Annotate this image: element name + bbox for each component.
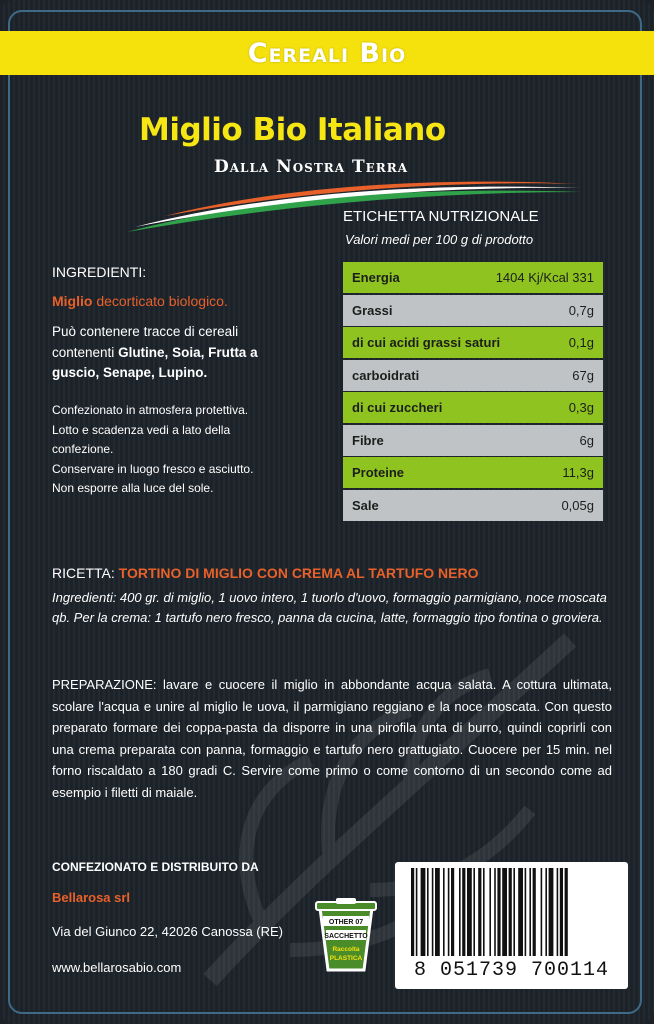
nutrition-value: 0,3g bbox=[568, 400, 594, 415]
barcode-bar bbox=[443, 868, 445, 956]
nutrition-row bbox=[343, 360, 603, 391]
barcode-bar bbox=[518, 868, 523, 956]
allergen-notice bbox=[52, 322, 292, 384]
barcode-bar bbox=[411, 868, 414, 956]
barcode-bar bbox=[502, 868, 507, 956]
category-title: Cereali Bio bbox=[247, 37, 407, 69]
prep-text: lavare e cuocere il miglio in abbondante acqua salata. A cottura ultimata, scolare l'acqua e unire al miglio le uova, il parmigiano reggiano e la noce moscata. Con questo preparato formare dei coppa-pasta da disporre in una pirofila unta di burro, quindi coprirli con una crema preparata con panna, formaggio e tartufo nero grattugiato. Cuocere per 15 min. nel forno riscaldato a 180 gradi C. Servire come primo o come contorno di un secondo come ad esempio i filetti di maiale. bbox=[52, 677, 612, 800]
barcode-bar bbox=[525, 868, 527, 956]
nutrition-label: Fibre bbox=[352, 432, 384, 448]
barcode-bar bbox=[557, 868, 559, 956]
barcode-bar bbox=[416, 868, 418, 956]
ingredient-description: decorticato biologico. bbox=[92, 293, 228, 309]
nutrition-value: 0,7g bbox=[568, 302, 594, 318]
nutrition-value: 6g bbox=[579, 432, 594, 448]
nutrition-label: di cui zuccheri bbox=[352, 400, 443, 415]
nutrition-label: Sale bbox=[352, 497, 379, 513]
barcode-bar bbox=[549, 868, 554, 956]
barcode-bar bbox=[421, 868, 426, 956]
nutrition-row bbox=[343, 425, 603, 456]
nutrition-label: Energia bbox=[352, 270, 400, 285]
barcode bbox=[395, 862, 628, 989]
category-band bbox=[0, 31, 654, 75]
nutrition-value: 0,05g bbox=[561, 497, 594, 513]
nutrition-row bbox=[343, 262, 603, 293]
barcode-bar bbox=[467, 868, 472, 956]
nutrition-row bbox=[343, 490, 603, 521]
barcode-bars bbox=[395, 862, 628, 962]
allergen-intro: Può contenere tracce di cereali contenenti bbox=[52, 324, 239, 360]
barcode-bar bbox=[483, 868, 485, 956]
barcode-bar bbox=[509, 868, 512, 956]
ingredients-main bbox=[52, 293, 228, 309]
nutrition-heading: ETICHETTA NUTRIZIONALE bbox=[343, 208, 539, 225]
barcode-bar bbox=[494, 868, 496, 956]
recycle-item: SACCHETTO bbox=[324, 933, 368, 940]
producer-website[interactable]: www.bellarosabio.com bbox=[52, 960, 182, 975]
barcode-bar bbox=[545, 868, 547, 956]
nutrition-value: 11,3g bbox=[562, 465, 594, 480]
nutrition-row bbox=[343, 457, 603, 488]
note-line: Lotto e scadenza vedi a lato della confezione. bbox=[52, 422, 231, 456]
recipe-title: TORTINO DI MIGLIO CON CREMA AL TARTUFO NERO bbox=[118, 565, 479, 581]
barcode-number: 8 051739 700114 bbox=[413, 959, 610, 982]
nutrition-subheading: Valori medi per 100 g di prodotto bbox=[345, 232, 534, 247]
nutrition-table bbox=[343, 262, 603, 522]
producer-address: Via del Giunco 22, 42026 Canossa (RE) bbox=[52, 924, 284, 939]
nutrition-value: 0,1g bbox=[568, 335, 594, 350]
barcode-bar bbox=[560, 868, 563, 956]
barcode-bar bbox=[533, 868, 536, 956]
nutrition-value: 1404 Kj/Kcal 331 bbox=[495, 270, 594, 285]
nutrition-value: 67g bbox=[572, 367, 594, 383]
product-subtitle: Dalla Nostra Terra bbox=[214, 157, 408, 177]
recipe-ingredients: Ingredienti: 400 gr. di miglio, 1 uovo intero, 1 tuorlo d'uovo, formaggio parmigiano, noce moscata qb. Per la crema: 1 tartufo nero fresco, panna da cucina, latte, formaggio tipo fontina o groviera. bbox=[52, 590, 607, 625]
nutrition-label: di cui acidi grassi saturi bbox=[352, 335, 501, 350]
barcode-bar bbox=[435, 868, 440, 956]
barcode-bar bbox=[448, 868, 450, 956]
barcode-bar bbox=[462, 868, 465, 956]
recipe-label: RICETTA: bbox=[52, 565, 119, 581]
barcode-bar bbox=[513, 868, 515, 956]
recycle-material: PLASTICA bbox=[329, 955, 363, 962]
note-line: Non esporre alla luce del sole. bbox=[52, 481, 214, 495]
barcode-bar bbox=[432, 868, 434, 956]
barcode-bar bbox=[489, 868, 491, 956]
barcode-bar bbox=[529, 868, 531, 956]
prep-label: PREPARAZIONE: bbox=[52, 677, 164, 692]
ingredient-primary: Miglio bbox=[52, 293, 93, 309]
producer-heading: CONFEZIONATO E DISTRIBUITO DA bbox=[52, 860, 259, 874]
barcode-bar bbox=[541, 868, 543, 956]
barcode-bar bbox=[565, 868, 568, 956]
product-title: Miglio Bio Italiano bbox=[139, 112, 446, 148]
barcode-bar bbox=[427, 868, 429, 956]
producer-company: Bellarosa srl bbox=[52, 890, 131, 905]
barcode-bar bbox=[451, 868, 454, 956]
recycling-bin-icon bbox=[312, 898, 380, 974]
nutrition-label: Grassi bbox=[352, 302, 393, 318]
barcode-bar bbox=[478, 868, 481, 956]
ingredients-heading: INGREDIENTI: bbox=[52, 264, 147, 280]
note-line: Conservare in luogo fresco e asciutto. bbox=[52, 461, 254, 476]
nutrition-row bbox=[343, 392, 603, 423]
barcode-bar bbox=[459, 868, 461, 956]
nutrition-row bbox=[343, 295, 603, 326]
recycle-collection: Raccolta bbox=[332, 946, 360, 953]
note-line: Confezionato in atmosfera protettiva. bbox=[52, 403, 249, 417]
storage-notes bbox=[52, 401, 302, 499]
recipe-preparation bbox=[52, 674, 612, 803]
nutrition-label: Proteine bbox=[352, 465, 405, 480]
nutrition-label: carboidrati bbox=[352, 367, 420, 383]
recycle-code: OTHER 07 bbox=[328, 919, 364, 926]
allergen-list: Glutine, Soia, Frutta a guscio, Senape, Lupino. bbox=[52, 344, 258, 380]
barcode-bar bbox=[497, 868, 500, 956]
nutrition-row bbox=[343, 327, 603, 358]
recipe-heading bbox=[52, 565, 478, 581]
barcode-bar bbox=[473, 868, 475, 956]
